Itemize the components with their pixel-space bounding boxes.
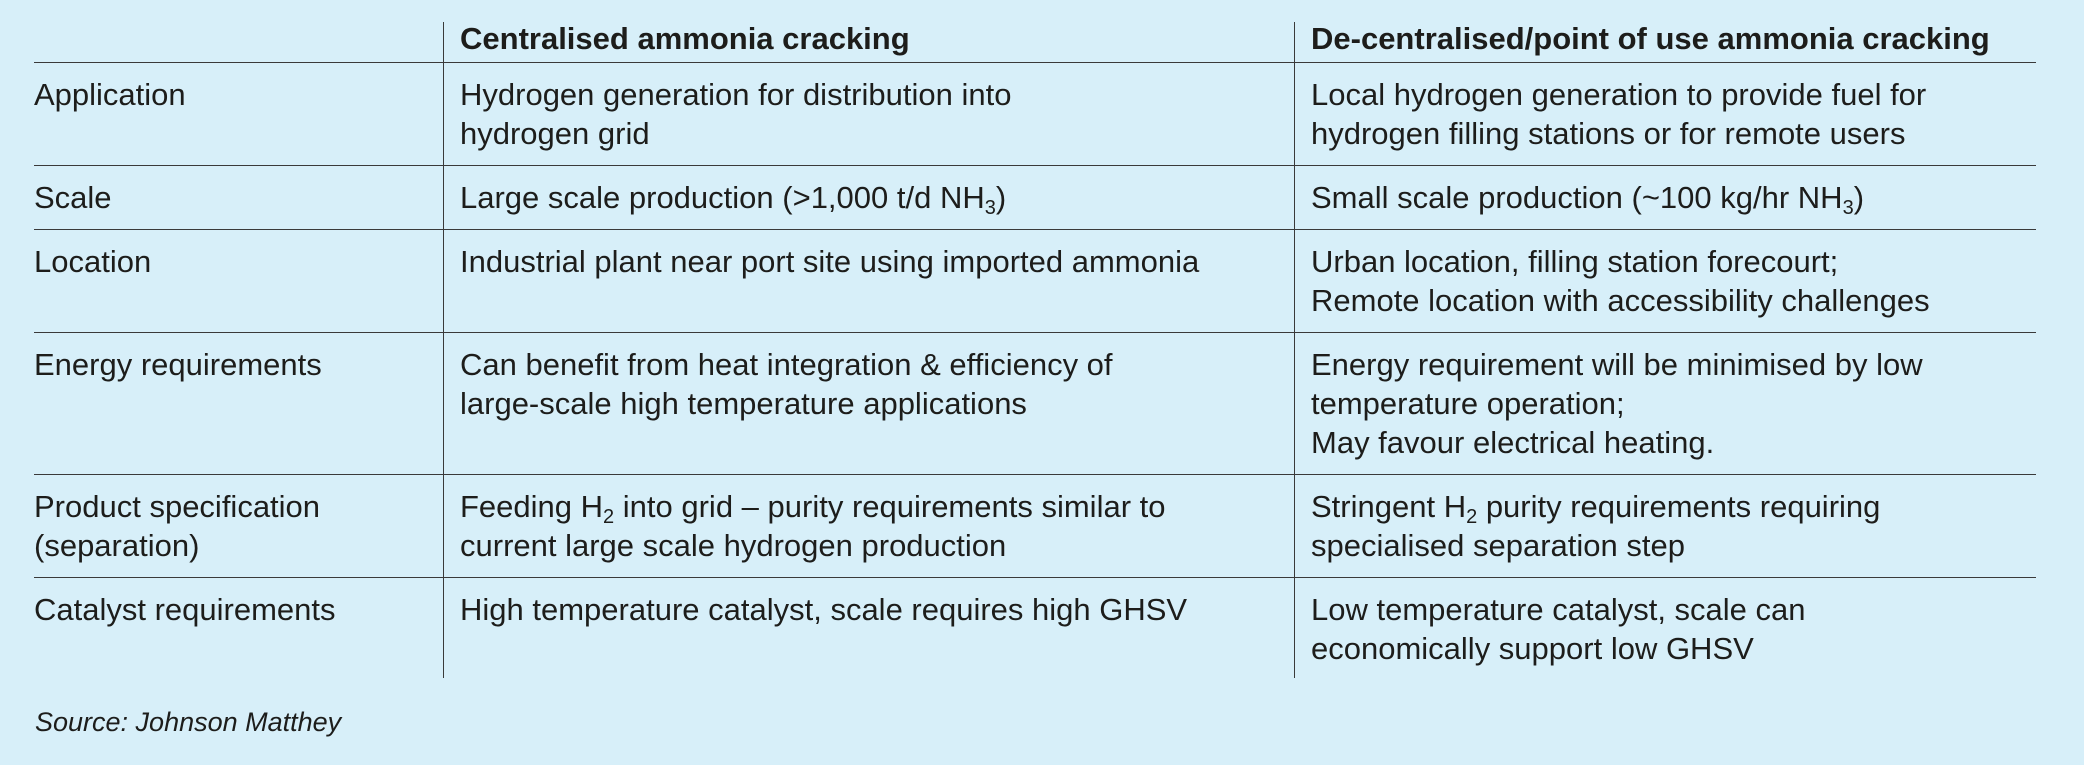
cell-line <box>460 178 1278 217</box>
cell-line: Industrial plant near port site using imported ammonia <box>460 244 1200 279</box>
cell-line: Product specification <box>34 489 321 524</box>
row-label-catalyst <box>34 578 443 678</box>
cell-line: Location <box>34 244 152 279</box>
cell-line: (separation) <box>34 528 200 563</box>
cell-decentralised-location <box>1294 230 2036 332</box>
cell-line: current large scale hydrogen production <box>460 528 1007 563</box>
cell-line: Energy requirement will be minimised by low <box>1311 347 1923 382</box>
row-label-energy <box>34 333 443 474</box>
cell-line: Energy requirements <box>34 347 322 382</box>
text-segment: purity requirements requiring <box>1477 489 1881 524</box>
header-decentralised: De-centralised/point of use ammonia cracking <box>1294 22 2036 62</box>
cell-line <box>1311 487 2020 526</box>
table-row-catalyst <box>34 577 2036 678</box>
cell-centralised-energy <box>443 333 1294 474</box>
cell-line: Remote location with accessibility challenges <box>1311 283 1930 318</box>
cell-line: May favour electrical heating. <box>1311 425 1715 460</box>
table-row-scale <box>34 165 2036 229</box>
cell-centralised-product-specification <box>443 475 1294 577</box>
row-label-application <box>34 63 443 165</box>
text-segment: Large scale production (>1,000 t/d NH <box>460 180 985 215</box>
text-segment: Stringent H <box>1311 489 1467 524</box>
cell-line: Catalyst requirements <box>34 592 336 627</box>
cell-decentralised-product-specification <box>1294 475 2036 577</box>
cell-centralised-catalyst <box>443 578 1294 678</box>
subscript: 2 <box>1466 506 1478 528</box>
cell-line: Hydrogen generation for distribution into <box>460 77 1012 112</box>
header-empty-cell <box>34 22 443 62</box>
table-row-product-specification <box>34 474 2036 577</box>
row-label-product-specification <box>34 475 443 577</box>
cell-line: Can benefit from heat integration & efficiency of <box>460 347 1113 382</box>
cell-line: hydrogen filling stations or for remote users <box>1311 116 1906 151</box>
text-segment: ) <box>995 180 1007 215</box>
row-label-scale <box>34 166 443 229</box>
table-row-energy <box>34 332 2036 474</box>
cell-line: Low temperature catalyst, scale can <box>1311 592 1806 627</box>
cell-line: temperature operation; <box>1311 386 1625 421</box>
subscript: 3 <box>984 197 996 219</box>
table-row-location <box>34 229 2036 332</box>
text-segment: Feeding H <box>460 489 604 524</box>
source-caption: Source: Johnson Matthey <box>35 707 342 737</box>
table-header-row <box>34 22 2036 62</box>
cell-decentralised-scale <box>1294 166 2036 229</box>
comparison-table <box>34 22 2036 678</box>
cell-line: Local hydrogen generation to provide fuel for <box>1311 77 1927 112</box>
cell-line: High temperature catalyst, scale requires high GHSV <box>460 592 1188 627</box>
cell-decentralised-energy <box>1294 333 2036 474</box>
cell-centralised-scale <box>443 166 1294 229</box>
header-centralised: Centralised ammonia cracking <box>443 22 1294 62</box>
cell-line: large-scale high temperature applications <box>460 386 1027 421</box>
cell-line: Urban location, filling station forecourt; <box>1311 244 1839 279</box>
text-segment: ) <box>1853 180 1865 215</box>
text-segment: into grid – purity requirements similar to <box>614 489 1166 524</box>
cell-line <box>1311 178 2020 217</box>
cell-line: hydrogen grid <box>460 116 650 151</box>
row-label-location <box>34 230 443 332</box>
cell-line: economically support low GHSV <box>1311 631 1754 666</box>
cell-decentralised-catalyst <box>1294 578 2036 678</box>
table-row-application <box>34 62 2036 165</box>
cell-centralised-application <box>443 63 1294 165</box>
cell-centralised-location <box>443 230 1294 332</box>
cell-line <box>460 487 1278 526</box>
subscript: 3 <box>1842 197 1854 219</box>
cell-line: Scale <box>34 180 112 215</box>
subscript: 2 <box>603 506 615 528</box>
cell-line: specialised separation step <box>1311 528 1685 563</box>
cell-decentralised-application <box>1294 63 2036 165</box>
cell-line: Application <box>34 77 186 112</box>
text-segment: Small scale production (~100 kg/hr NH <box>1311 180 1843 215</box>
